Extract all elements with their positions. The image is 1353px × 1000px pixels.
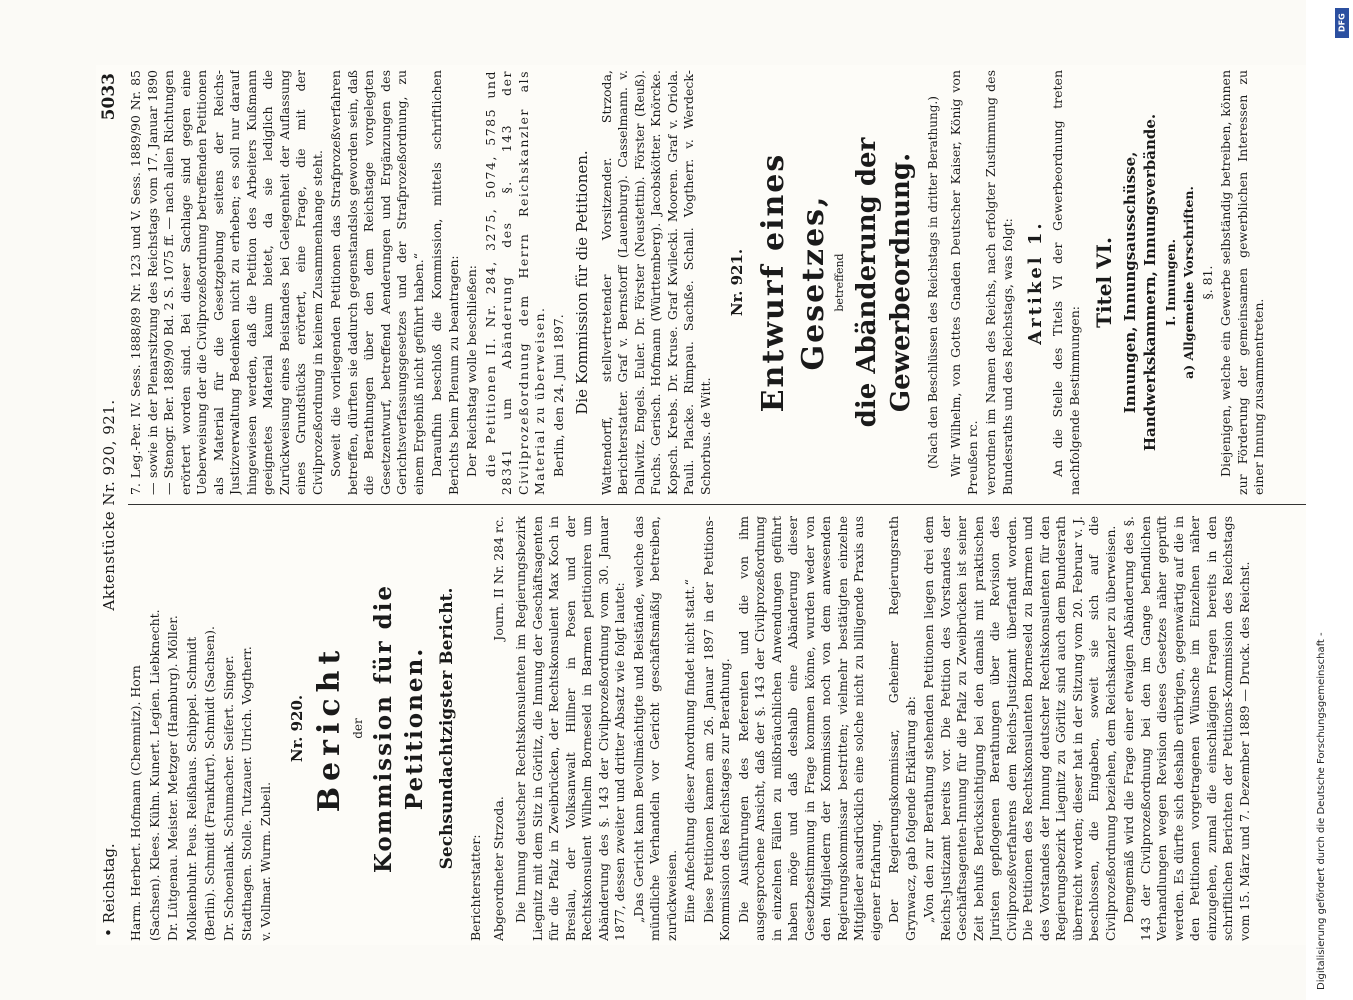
journal-number: Journ. II Nr. 284 rc. [490,516,506,641]
member-line: Dr. Schoenlank. Schumacher. Seifert. Singer. [220,655,236,941]
quote-paragraph: Eine Anfechtung dieser Anordnung findet nicht statt.“ [682,579,698,923]
quote-paragraph: „Das Gericht kann Bevollmächtigte und Beistände, welche das mündliche Verhandeln vor Gericht geschäftsmäßig betreiben, zurückweisen. [630,516,679,941]
page-number: 5033 [99,73,119,121]
entwurf-heading: Entwurf eines Gesetzes, [756,152,831,413]
wir-wilhelm-line: Wir Wilhelm, von Gottes Gnaden Deutscher Kaiser, König von Preußen rc. [948,70,980,495]
body-paragraph: Der Reichstag wolle beschließen: [464,265,479,477]
reporter-name: Abgeordneter Strzoda. [490,796,506,941]
page-header [96,65,122,945]
member-line: v. Vollmar. Wurm. Zubeil. [257,781,273,941]
section-allgemeine: a) Allgemeine Vorschriften. [1181,186,1197,379]
aenderung-heading: die Abänderung der Gewerbeordnung. [851,137,917,428]
column-divider [128,504,1308,505]
member-line: Molkenbuhr. Peus. Reißhaus. Schippel. Schmidt [183,636,199,941]
titel-heading: Titel VI. [1092,237,1116,328]
paragraph-81-text: Diejenigen, welche ein Gewerbe selbständig betreiben, können zur Förderung der gemeinsamen gewerblichen Interessen zu einer Innung zusammentreten. [1218,70,1267,495]
member-line: (Berlin). Schmidt (Frankfurt). Schmidt (Sachsen). [202,626,217,941]
verordnen-text: verordnen im Namen des Reichs, nach erfolgter Zustimmung des Bundesraths und des Reichstags, was folgt: [983,70,1015,495]
motion-text: die Petitionen II. Nr. 284, 3275, 5074, 5785 und 28341 um Abänderung des §. 143 der Civilprozeßordnung dem Herrn Reichskanzler als Material zu überweisen. [482,70,547,495]
reporter-row [491,516,508,941]
reading-note: (Nach den Beschlüssen des Reichstags in dritter Berathung.) [926,96,941,469]
member-line: Harm. Herbert. Hofmann (Chemnitz). Horn [128,665,143,941]
commission-heading: Die Kommission für die Petitionen. [573,150,591,415]
header-left: • Reichstag. [100,843,118,937]
body-paragraph: Demgemäß wird die Frage einer etwaigen Abänderung des §. 143 der Civilprozeßordnung bei den im Gange befindlichen Verhandlungen wegen Revision dieses Gesetzes näher geprüft werden. Es dürfte sich deshalb erübrigen, gegenwärtig auf die in den Petitionen vorgetragenen Wünsche im Einzelnen näher einzugehen, zumal die einschlägigen Fragen bereits in den schriftlichen Berichten der Petitions-Kommission des Reichstags vom 15. März und 7. Dezember 1889 — Druck. des Reichst. [1121,516,1252,941]
section-innungen: I. Innungen. [1162,239,1178,326]
digitization-sidebar [1306,0,1353,1000]
body-paragraph: Soweit die vorliegenden Petitionen das Strafprozeßverfahren betreffen, dürften sie dadurch gegenstandslos geworden sein, daß die Berathungen über den dem Reichstage vorgelegten Gesetzentwurf, betreffend Aenderungen und Ergänzungen des Gerichtsverfassungsgesetzes und der Strafprozeßordnung, zu einem Ergebniß nicht geführt haben.“ [328,70,426,495]
body-paragraph: „Von den zur Berathung stehenden Petitionen liegen drei dem Reichs-Justizamt bereits vor. Die Petition des Vorstandes der Geschäftsagenten-Innung für die Pfalz zu Zweibrücken ist seiner Zeit behufs Berücksichtigung bei den damals mit praktischen Juristen gepflogenen Berathungen über die Revision des Civilprozeßverfahrens dem Reichs-Justizamt überfandt worden. Die Petitionen des Rechtskonsulenten Borneseld zu Barmen und des Vorstandes der Innung deutscher Rechtskonsulenten für den Regierungsbezirk Liegnitz zu Görlitz sind auch dem Bundesrath überreicht worden; dieser hat in der Sitzung vom 20. Februar v. J. beschlossen, die Eingaben, soweit sie sich auf die Civilprozeßordnung beziehen, dem Reichskanzler zu überweisen. [921,516,1118,941]
body-paragraph: Die Innung deutscher Rechtskonsulenten im Regierungsbezirk Liegnitz mit dem Sitz in Görlitz, die Innung der Geschäftsagenten für die Pfalz in Zweibrücken, der Rechtskonsulent Max Koch in Breslau, der Volksanwalt Hillner in Posen und der Rechtskonsulent Wilhelm Borneseld in Barmen petitioniren um Abänderung des §. 143 der Civilprozeßordnung vom 30. Januar 1877, dessen zweiter und dritter Absatz wie folgt lautet: [513,516,628,941]
member-line: (Sachsen). Klees. Kühn. Kunert. Legien. Liebknecht. [146,609,162,941]
body-paragraph: Die Ausführungen des Referenten und die von ihm ausgesprochene Ansicht, daß der §. 143 der Civilprozeßordnung in einzelnen Fällen zu mißbräuchlichen Anwendungen geführt haben möge und daß deshalb eine Abänderung dieser Gesetzbestimmung in Frage kommen könne, wurden weder von den Mitgliedern der Kommission noch von dem anwesenden Regierungskommissar bestritten; vielmehr bestätigten einzelne Mitglieder ausdrücklich eine solche nicht zu billigende Praxis aus eigener Erfahrung. [735,516,883,941]
berichterstatter-label: Berichterstatter: [468,834,484,941]
paragraph-81-heading: §. 81. [1199,265,1215,300]
artikel-text: An die Stelle des Titels VI der Gewerbeordnung treten nachfolgende Bestimmungen: [1050,70,1082,495]
der-word: der [351,718,366,739]
funding-note: Digitalisierung gefördert durch die Deutsche Forschungsgemeinschaft - [1316,632,1327,990]
bericht-heading: Bericht [311,644,347,813]
kommission-heading: Kommission für die Petitionen. [370,583,428,874]
member-list [128,516,274,941]
signature-list: Wattendorff, stellvertretender Vorsitzender. Strzoda, Berichterstatter. Graf v. Bernstorff (Lauenburg). Casselmann. v. Dallwitz. Engels. Euler. Dr. Förster (Neustettin). Förster (Reuß). Fuchs. Gerisch. Hofmann (Württemberg). Jacobskötter. Knörcke. Kopsch. Krebs. Dr. Kruse. Graf Kwilecki. Mooren. Graf v. Oriola. Pauli. Placke. Rimpau. Sachße. Schall. Vogtherr. v. Werdeck-Schorbus. de Witt. [598,70,713,495]
date-line: Berlin, den 24. Juni 1897. [550,314,566,477]
body-paragraph: Der Regierungskommissar, Geheimer Regierungsrath Grynwacz, gab folgende Erklärung ab: [886,516,918,941]
right-column [128,70,1313,495]
artikel-heading: Artikel 1. [1025,220,1047,345]
left-column [128,516,1313,941]
member-line: Dr. Lütgenau. Meister. Metzger (Hamburg). Möller. [165,615,180,941]
dfg-logo: DFG [1335,8,1349,38]
document-number-920: Nr. 920. [288,694,306,763]
report-subtitle: Sechsundachtzigster Bericht. [436,587,457,870]
body-paragraph: Daraufhin beschloß die Kommission, mittels schriftlichen Berichts beim Plenum zu beantragen: [429,70,461,495]
betreffend-word: betreffend [833,253,847,312]
member-line: Stadthagen. Stolle. Tutzauer. Ulrich. Vogtherr. [239,646,254,941]
rotated-document-page [96,65,1321,945]
document-number-921: Nr. 921. [728,248,747,317]
body-paragraph: Diese Petitionen kamen am 26. Januar 1897 in der Petitions-Kommission des Reichstages zur Berathung. [700,516,733,941]
body-paragraph: 7. Leg.-Per. IV. Sess. 1888/89 Nr. 123 und V. Sess. 1889/90 Nr. 85 — sowie in der Plenarsitzung des Reichstags vom 17. Januar 1890 — Stenogr. Ber. 1889/90 Bd. 2 S. 1075 ff. — nach allen Richtungen erörtert worden sind. Bei dieser Sachlage sind gegen eine Ueberweisung der die Civilprozeßordnung betreffenden Petitionen als Material für die Gesetzgebung seitens der Reichs-Justizverwaltung Bedenken nicht zu erheben; es soll nur darauf hingewiesen werden, daß die Petition des Arbeiters Kußmann geeignetes Material kaum bietet, da sie lediglich die Zurückweisung eines Beistandes bei Gelegenheit der Auflassung eines Grundstücks erörtert, eine Frage, die mit der Civilprozeßordnung in keinem Zusammenhange steht. [128,70,325,495]
titel-subheading: Innungen, Innungsausschüsse, Handwerkskammern, Innungsverbände. [1121,113,1160,452]
header-center: Aktenstücke Nr. 920, 921. [100,399,118,611]
